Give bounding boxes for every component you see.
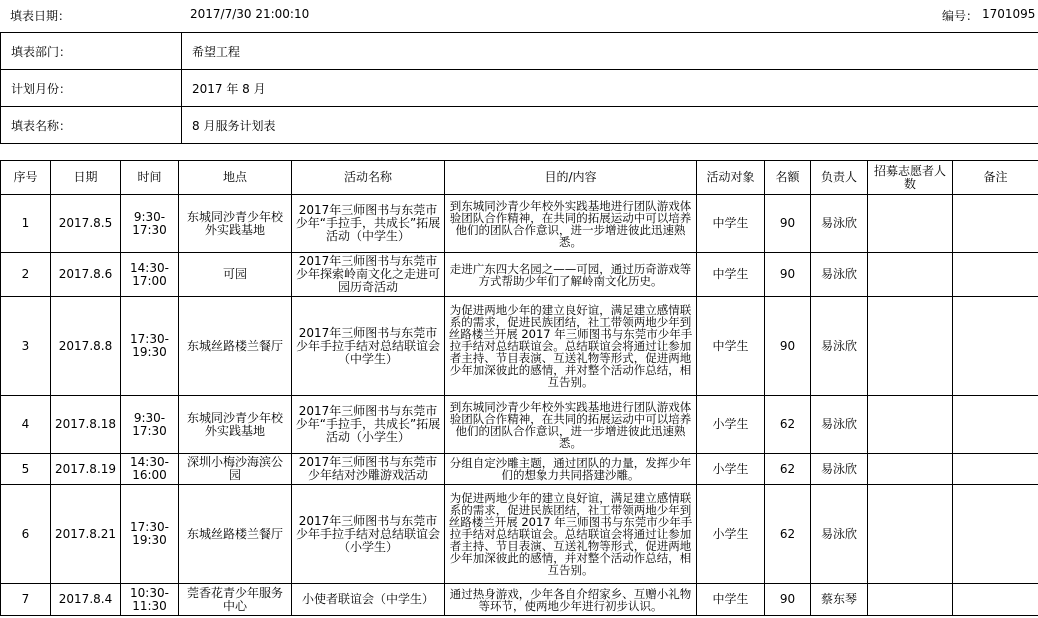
cell-target: 小学生 bbox=[697, 396, 765, 454]
cell-quota: 62 bbox=[765, 454, 811, 485]
form-info-table bbox=[0, 32, 1038, 144]
col-header-no: 序号 bbox=[1, 161, 51, 195]
cell-target: 小学生 bbox=[697, 485, 765, 584]
cell-target: 中学生 bbox=[697, 253, 765, 297]
col-header-volunteers: 招募志愿者人数 bbox=[868, 161, 953, 195]
table-header-row bbox=[1, 161, 1038, 195]
cell-place: 东城同沙青少年校外实践基地 bbox=[179, 396, 292, 454]
name-label: 填表名称： bbox=[1, 107, 182, 144]
form-top-line bbox=[0, 0, 1038, 28]
cell-note bbox=[953, 195, 1038, 253]
cell-time: 17:30-19:30 bbox=[121, 485, 179, 584]
col-header-target: 活动对象 bbox=[697, 161, 765, 195]
cell-activity: 小使者联谊会（中学生） bbox=[292, 584, 445, 616]
number-value: 1701095 bbox=[982, 7, 1036, 21]
cell-no: 1 bbox=[1, 195, 51, 253]
cell-place: 东城丝路楼兰餐厅 bbox=[179, 297, 292, 396]
cell-quota: 90 bbox=[765, 297, 811, 396]
cell-quota: 62 bbox=[765, 485, 811, 584]
cell-date: 2017.8.21 bbox=[51, 485, 121, 584]
cell-time: 17:30-19:30 bbox=[121, 297, 179, 396]
cell-leader: 易泳欣 bbox=[811, 297, 868, 396]
cell-date: 2017.8.5 bbox=[51, 195, 121, 253]
cell-date: 2017.8.6 bbox=[51, 253, 121, 297]
date-value: 2017/7/30 21:00:10 bbox=[190, 7, 310, 21]
cell-no: 6 bbox=[1, 485, 51, 584]
cell-quota: 90 bbox=[765, 195, 811, 253]
table-row bbox=[1, 584, 1038, 616]
cell-target: 中学生 bbox=[697, 195, 765, 253]
cell-target: 小学生 bbox=[697, 454, 765, 485]
cell-activity: 2017年三师图书与东莞市少年“手拉手，共成长”拓展活动（小学生） bbox=[292, 396, 445, 454]
cell-place: 可园 bbox=[179, 253, 292, 297]
col-header-leader: 负责人 bbox=[811, 161, 868, 195]
month-label: 计划月份： bbox=[1, 70, 182, 107]
table-row bbox=[1, 195, 1038, 253]
cell-place: 东城同沙青少年校外实践基地 bbox=[179, 195, 292, 253]
cell-leader: 易泳欣 bbox=[811, 454, 868, 485]
name-row bbox=[1, 107, 1038, 144]
cell-note bbox=[953, 253, 1038, 297]
cell-note bbox=[953, 584, 1038, 616]
col-header-time: 时间 bbox=[121, 161, 179, 195]
cell-volunteers bbox=[868, 454, 953, 485]
col-header-purpose: 目的/内容 bbox=[445, 161, 697, 195]
table-row bbox=[1, 396, 1038, 454]
month-value: 2017 年 8 月 bbox=[182, 70, 1038, 107]
cell-leader: 易泳欣 bbox=[811, 195, 868, 253]
cell-time: 10:30-11:30 bbox=[121, 584, 179, 616]
cell-place: 深圳小梅沙海滨公园 bbox=[179, 454, 292, 485]
cell-volunteers bbox=[868, 584, 953, 616]
col-header-place: 地点 bbox=[179, 161, 292, 195]
cell-no: 5 bbox=[1, 454, 51, 485]
cell-time: 9:30-17:30 bbox=[121, 396, 179, 454]
cell-purpose: 到东城同沙青少年校外实践基地进行团队游戏体验团队合作精神，在共同的拓展运动中可以培养他们的团队合作意识，进一步增进彼此迅速熟悉。 bbox=[445, 195, 697, 253]
table-row bbox=[1, 297, 1038, 396]
cell-volunteers bbox=[868, 396, 953, 454]
table-row bbox=[1, 253, 1038, 297]
cell-no: 4 bbox=[1, 396, 51, 454]
cell-purpose: 通过热身游戏，少年各自介绍家乡、互赠小礼物等环节，使两地少年进行初步认识。 bbox=[445, 584, 697, 616]
cell-time: 9:30-17:30 bbox=[121, 195, 179, 253]
date-label: 填表日期： bbox=[10, 9, 71, 23]
cell-place: 莞香花青少年服务中心 bbox=[179, 584, 292, 616]
dept-row bbox=[1, 33, 1038, 70]
cell-activity: 2017年三师图书与东莞市少年“手拉手，共成长”拓展活动（中学生） bbox=[292, 195, 445, 253]
cell-no: 3 bbox=[1, 297, 51, 396]
table-row bbox=[1, 485, 1038, 584]
cell-no: 7 bbox=[1, 584, 51, 616]
col-header-date: 日期 bbox=[51, 161, 121, 195]
cell-place: 东城丝路楼兰餐厅 bbox=[179, 485, 292, 584]
cell-volunteers bbox=[868, 297, 953, 396]
cell-quota: 90 bbox=[765, 584, 811, 616]
cell-activity: 2017年三师图书与东莞市少年手拉手结对总结联谊会（中学生） bbox=[292, 297, 445, 396]
col-header-activity: 活动名称 bbox=[292, 161, 445, 195]
cell-no: 2 bbox=[1, 253, 51, 297]
cell-purpose: 为促进两地少年的建立良好谊，满足建立感情联系的需求，促进民族团结，社工带领两地少年到丝路楼兰开展 2017 年三师图书与东莞市少年手拉手结对总结联谊会。总结联谊会将通过让参加者主持、节目表演、互送礼物等形式，促进两地少年加深彼此的感情，并对整个活动作总结，相互告别。 bbox=[445, 485, 697, 584]
cell-target: 中学生 bbox=[697, 297, 765, 396]
cell-purpose: 为促进两地少年的建立良好谊，满足建立感情联系的需求，促进民族团结，社工带领两地少年到丝路楼兰开展 2017 年三师图书与东莞市少年手拉手结对总结联谊会。总结联谊会将通过让参加者主持、节目表演、互送礼物等形式，促进两地少年加深彼此的感情，并对整个活动作总结，相互告别。 bbox=[445, 297, 697, 396]
cell-time: 14:30-17:00 bbox=[121, 253, 179, 297]
cell-purpose: 走进广东四大名园之——可园，通过历奇游戏等方式帮助少年们了解岭南文化历史。 bbox=[445, 253, 697, 297]
service-plan-table bbox=[0, 160, 1038, 616]
cell-target: 中学生 bbox=[697, 584, 765, 616]
cell-quota: 90 bbox=[765, 253, 811, 297]
cell-activity: 2017年三师图书与东莞市少年探索岭南文化之走进可园历奇活动 bbox=[292, 253, 445, 297]
cell-volunteers bbox=[868, 485, 953, 584]
cell-leader: 蔡东琴 bbox=[811, 584, 868, 616]
cell-date: 2017.8.4 bbox=[51, 584, 121, 616]
cell-activity: 2017年三师图书与东莞市少年手拉手结对总结联谊会（小学生） bbox=[292, 485, 445, 584]
cell-note bbox=[953, 396, 1038, 454]
cell-time: 14:30-16:00 bbox=[121, 454, 179, 485]
number-label: 编号： bbox=[942, 9, 979, 23]
cell-leader: 易泳欣 bbox=[811, 485, 868, 584]
cell-date: 2017.8.8 bbox=[51, 297, 121, 396]
dept-value: 希望工程 bbox=[182, 33, 1038, 70]
cell-note bbox=[953, 485, 1038, 584]
cell-volunteers bbox=[868, 195, 953, 253]
cell-note bbox=[953, 454, 1038, 485]
cell-leader: 易泳欣 bbox=[811, 253, 868, 297]
cell-purpose: 到东城同沙青少年校外实践基地进行团队游戏体验团队合作精神，在共同的拓展运动中可以培养他们的团队合作意识，进一步增进彼此迅速熟悉。 bbox=[445, 396, 697, 454]
dept-label: 填表部门： bbox=[1, 33, 182, 70]
cell-purpose: 分组自定沙雕主题，通过团队的力量，发挥少年们的想象力共同搭建沙雕。 bbox=[445, 454, 697, 485]
cell-volunteers bbox=[868, 253, 953, 297]
col-header-note: 备注 bbox=[953, 161, 1038, 195]
name-value: 8 月服务计划表 bbox=[182, 107, 1038, 144]
cell-date: 2017.8.19 bbox=[51, 454, 121, 485]
table-row bbox=[1, 454, 1038, 485]
col-header-quota: 名额 bbox=[765, 161, 811, 195]
cell-leader: 易泳欣 bbox=[811, 396, 868, 454]
cell-activity: 2017年三师图书与东莞市少年结对沙雕游戏活动 bbox=[292, 454, 445, 485]
cell-date: 2017.8.18 bbox=[51, 396, 121, 454]
cell-quota: 62 bbox=[765, 396, 811, 454]
cell-note bbox=[953, 297, 1038, 396]
month-row bbox=[1, 70, 1038, 107]
